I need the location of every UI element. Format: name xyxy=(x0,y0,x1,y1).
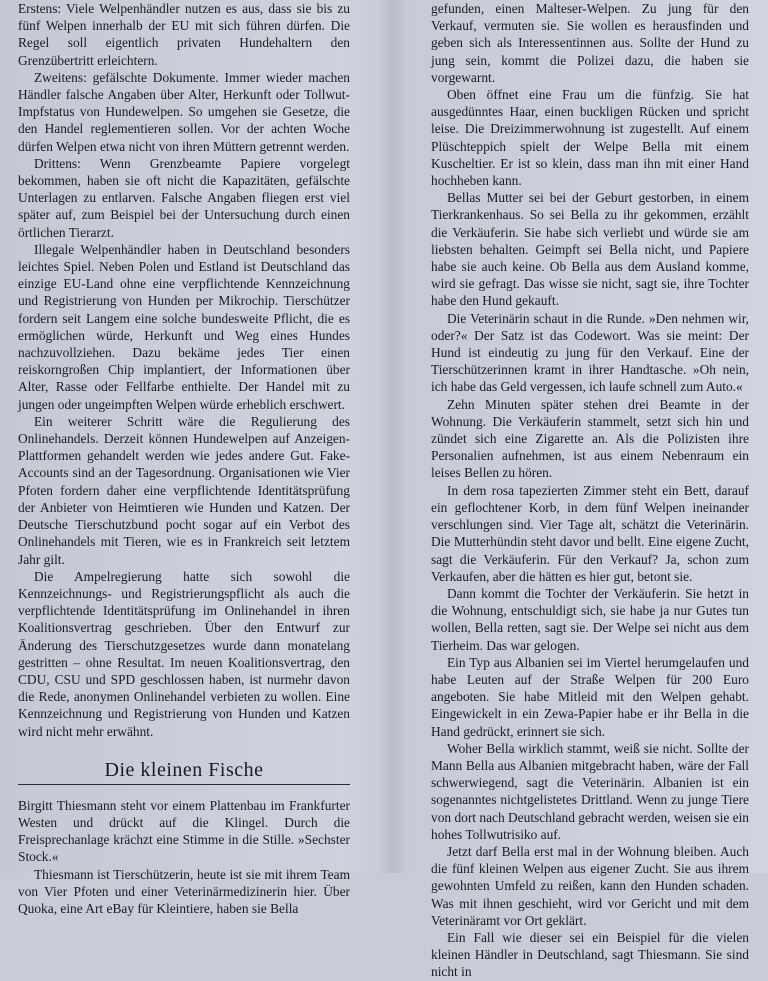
paragraph-bellas-mutter: Bellas Mutter sei bei der Geburt gestorben, in einem Tierkrankenhaus. So sei Bella zu ihr gekommen, erzählt die Verkäuferin. Sie habe sich verliebt und würde sie am liebsten behalten. Geimpft sei Bella nicht, und Papiere habe sie auch keine. Ob Bella aus dem Ausland komme, wird sie gefragt. Das wisse sie nicht, sagt sie, ihre Tochter habe den Hund gekauft. xyxy=(431,190,749,309)
paragraph-zweitens: Zweitens: gefälschte Dokumente. Immer wieder machen Händler falsche Angaben über Alter, Herkunft oder Tollwut-Impfstatus von Hundewelpen. So umgehen sie Gesetze, die den Handel reglementieren sollen. Vor der achten Woche dürfen Welpen etwa nicht von ihren Müttern getrennt werden. xyxy=(18,69,350,154)
paragraph-erstens: Erstens: Viele Welpenhändler nutzen es aus, dass sie bis zu fünf Welpen innerhalb der EU mit sich führen dürfen. Die Regel soll eigentlich privaten Hundehaltern den Grenzübertritt erleichtern. xyxy=(18,1,350,68)
paragraph-veterinaerin: Die Veterinärin schaut in die Runde. »Den nehmen wir, oder?« Der Satz ist das Codewort. Was sie meint: Der Hund ist eindeutig zu jung für den Verkauf. Eine der Tierschützerinnen kramt in ihrer Handtasche. »Oh nein, ich habe das Geld vergessen, ich laufe schnell zum Auto.« xyxy=(431,310,749,395)
paragraph-drittens: Drittens: Wenn Grenzbeamte Papiere vorgelegt bekommen, haben sie oft nicht die Kapazitäten, gefälschte Unterlagen zu entlarven. Falsche Angaben fliegen erst viel später auf, zum Beispiel bei der Untersuchung durch einen örtlichen Tierarzt. xyxy=(18,155,350,240)
paragraph-gefunden: gefunden, einen Malteser-Welpen. Zu jung für den Verkauf, vermuten sie. Sie wollen es herausfinden und geben sich als Interessentinnen aus. Sollte der Hund zu jung sein, kommt die Polizei dazu, die haben sie vorgewarnt. xyxy=(431,1,749,85)
paragraph-thiesmann-intro: Birgitt Thiesmann steht vor einem Plattenbau im Frankfurter Westen und drückt auf die Klingel. Durch die Freisprechanlage krächzt eine Stimme in die Stille. »Sechster Stock.« xyxy=(18,797,350,865)
paragraph-zehn-minuten: Zehn Minuten später stehen drei Beamte in der Wohnung. Die Verkäuferin stammelt, setzt sich hin und zündet sich eine Zigarette an. Als die Polizisten ihre Personalien aufnehmen, ist aus einem Nebenraum ein leises Bellen zu hören. xyxy=(431,396,749,481)
page-gutter xyxy=(378,0,408,873)
paragraph-woher-bella: Woher Bella wirklich stammt, weiß sie nicht. Sollte der Mann Bella aus Albanien mitgebracht haben, wäre der Fall schwerwiegend, sagt die Veterinärin. Albanien ist ein sogenanntes nichtgelistetes Drittland. Wenn zu junge Tiere von dort nach Deutschland gebracht werden, weisen sie ein hohes Tollwutrisiko auf. xyxy=(431,740,749,842)
left-column xyxy=(18,0,350,917)
paragraph-illegale-haendler: Illegale Welpenhändler haben in Deutschland besonders leichtes Spiel. Neben Polen und Estland ist Deutschland das einzige EU-Land ohne eine verpflichtende Kennzeichnung und Registrierung von Hunden per Mikrochip. Tierschützer fordern seit Langem eine solche bundesweite Pflicht, die es ermöglichen würde, Herkunft und Weg eines Hundes nachzuvollziehen. Dazu bekäme jedes Tier einen reiskorngroßen Chip implantiert, der Informationen über Alter, Rasse oder Fellfarbe enthielte. Der Handel mit zu jungen oder ungeimpften Welpen würde erheblich erschwert. xyxy=(18,241,350,412)
paragraph-rosa-zimmer: In dem rosa tapezierten Zimmer steht ein Bett, darauf ein geflochtener Korb, in dem fünf Welpen ineinander verschlungen sind. Vier Tage alt, schätzt die Veterinärin. Die Mutterhündin steht davor und bellt. Eine eigene Zucht, sagt die Verkäuferin. Für den Verkauf? Ja, schon zum Verkaufen, aber die hätten es hier gut, betont sie. xyxy=(431,482,749,584)
paragraph-oben: Oben öffnet eine Frau um die fünfzig. Sie hat ausgedünntes Haar, einen buckligen Rücken und spricht leise. Die Dreizimmerwohnung ist zugestellt. Auf einem Plüschteppich spielt der Welpe Bella mit einem Kuscheltier. Er ist so klein, dass man ihn mit einer Hand hochheben kann. xyxy=(431,87,749,189)
paragraph-ein-fall: Ein Fall wie dieser sei ein Beispiel für die vielen kleinen Händler in Deutschland, sagt Thiesmann. Sie sind nicht in xyxy=(431,929,749,980)
paragraph-jetzt-darf: Jetzt darf Bella erst mal in der Wohnung bleiben. Auch die fünf kleinen Welpen aus eigener Zucht. Sie aus ihrem gewohnten Umfeld zu reißen, kann den Hunden schaden. Was mit ihnen geschieht, wird vor Gericht und mit dem Veterinäramt vor Ort geklärt. xyxy=(431,843,749,928)
right-column xyxy=(431,0,749,981)
paragraph-tierschuetzerin: Thiesmann ist Tierschützerin, heute ist sie mit ihrem Team von Vier Pfoten und einer Veterinärmedizinerin hier. Über Quoka, eine Art eBay für Kleintiere, haben sie Bella xyxy=(18,866,350,916)
paragraph-tochter: Dann kommt die Tochter der Verkäuferin. Sie hetzt in die Wohnung, entschuldigt sich, sie habe ja nur Gutes tun wollen, Bella retten, sagt sie. Der Welpe sei nicht aus dem Tierheim. Das war gelogen. xyxy=(431,585,749,653)
heading-rule xyxy=(18,784,350,785)
paragraph-onlinehandel: Ein weiterer Schritt wäre die Regulierung des Onlinehandels. Derzeit können Hundewelpen auf Anzeigen-Plattformen gehandelt werden wie jedes andere Gut. Fake-Accounts sind an der Tagesordnung. Organisationen wie Vier Pfoten fordern daher eine verpflichtende Identitätsprüfung der Anbieter von Heimtieren wie Hunden und Katzen. Der Deutsche Tierschutzbund pocht sogar auf ein Verbot des Onlinehandels mit Tieren, wie es in Frankreich seit letztem Jahr gilt. xyxy=(18,413,350,567)
paragraph-albanien-typ: Ein Typ aus Albanien sei im Viertel herumgelaufen und habe Leuten auf der Straße Welpen für 200 Euro angeboten. Sie habe Mitleid mit den Welpen gehabt. Eingewickelt in ein Zewa-Papier habe er ihr Bella in die Hand gedrückt, erinnert sie sich. xyxy=(431,654,749,739)
section-heading: Die kleinen Fische xyxy=(104,758,264,781)
paragraph-ampelregierung: Die Ampelregierung hatte sich sowohl die Kennzeichnungs- und Registrierungspflicht als auch die verpflichtende Identitätsprüfung im Onlinehandel in ihren Koalitionsvertrag geschrieben. Über den Entwurf zur Änderung des Tierschutzgesetzes wurde dann monatelang gestritten – ohne Resultat. Im neuen Koalitionsvertrag, den CDU, CSU und SPD geschlossen haben, ist nurmehr davon die Rede, anonymen Onlinehandel verbieten zu wollen. Eine Kennzeichnung und Registrierung von Hunden und Katzen wird nicht mehr erwähnt. xyxy=(18,568,350,739)
